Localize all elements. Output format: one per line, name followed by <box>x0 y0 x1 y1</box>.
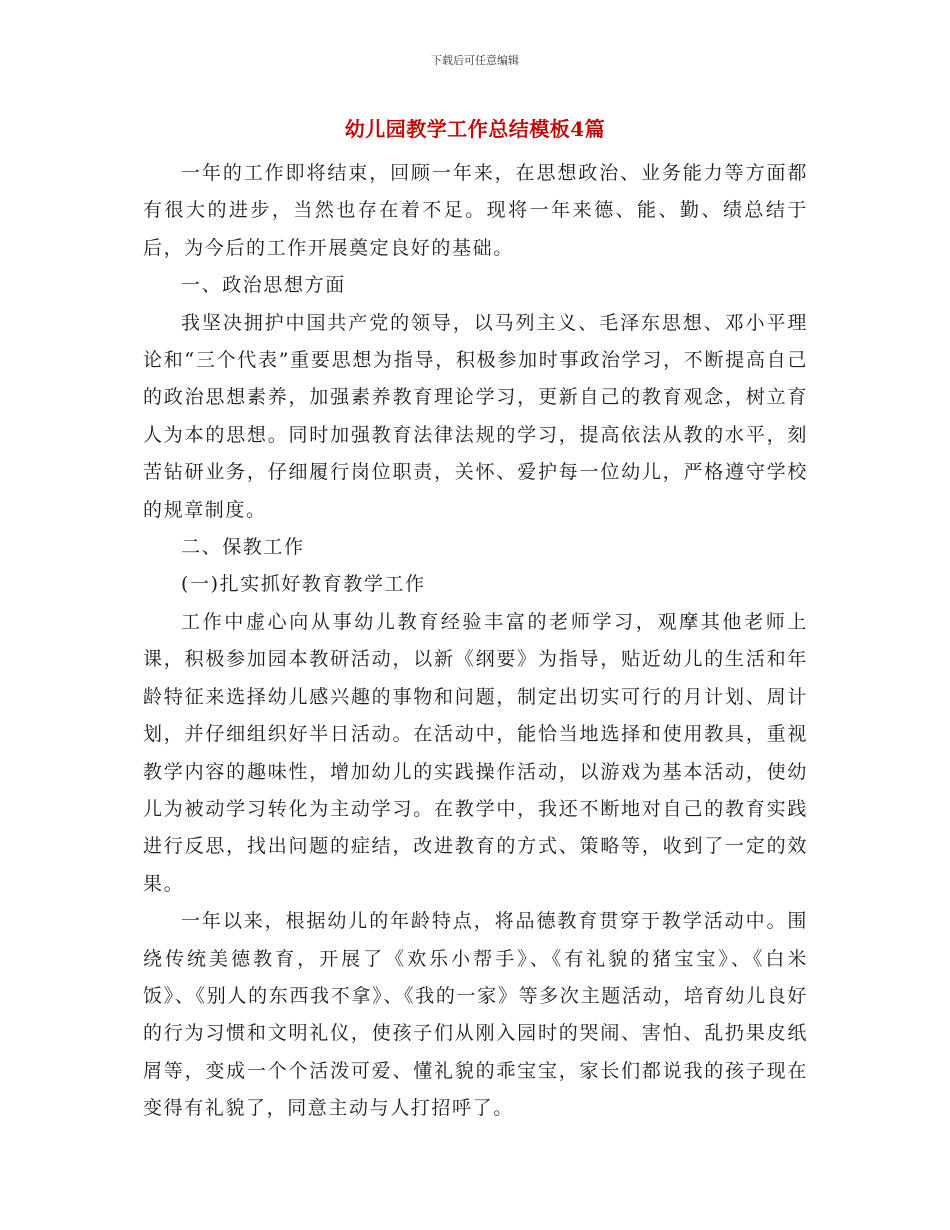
intro-paragraph: 一年的工作即将结束，回顾一年来，在思想政治、业务能力等方面都有很大的进步，当然也存在着不足。现将一年来德、能、勤、绩总结于后，为今后的工作开展奠定良好的基础。 <box>143 162 808 259</box>
moral-education-paragraph: 一年以来，根据幼儿的年龄特点，将品德教育贯穿于教学活动中。围绕传统美德教育，开展了《欢乐小帮手》、《有礼貌的猪宝宝》、《白米饭》、《别人的东西我不拿》、《我的一家》等多次主题活动，培育幼儿良好的行为习惯和文明礼仪，使孩子们从刚入园时的哭闹、害怕、乱扔果皮纸屑等，变成一个个活泼可爱、懂礼貌的乖宝宝，家长们都说我的孩子现在变得有礼貌了，同意主动与人打招呼了。 <box>143 910 808 1120</box>
teaching-paragraph: 工作中虚心向从事幼儿教育经验丰富的老师学习，观摩其他老师上课，积极参加园本教研活动，以新《纲要》为指导，贴近幼儿的生活和年龄特征来选择幼儿感兴趣的事物和问题，制定出切实可行的月计划、周计划，并仔细组织好半日活动。在活动中，能恰当地选择和使用教具，重视教学内容的趣味性，增加幼儿的实践操作活动，以游戏为基本活动，使幼儿为被动学习转化为主动学习。在教学中，我还不断地对自己的教育实践进行反思，找出问题的症结，改进教育的方式、策略等，收到了一定的效果。 <box>143 610 808 895</box>
subsection-heading-teaching: (一)扎实抓好教育教学工作 <box>181 573 426 596</box>
section-heading-care-education: 二、保教工作 <box>181 536 305 559</box>
political-paragraph: 我坚决拥护中国共产党的领导，以马列主义、毛泽东思想、邓小平理论和“三个代表”重要思想为指导，积极参加时事政治学习，不断提高自己的政治思想素养，加强素养教育理论学习，更新自己的教育观念，树立育人为本的思想。同时加强教育法律法规的学习，提高依法从教的水平，刻苦钻研业务，仔细履行岗位职责，关怀、爱护每一位幼儿，严格遵守学校的规章制度。 <box>143 311 808 521</box>
section-heading-political: 一、政治思想方面 <box>181 274 346 297</box>
header-note: 下载后可任意编辑 <box>431 54 519 67</box>
document-title: 幼儿园教学工作总结模板4篇 <box>344 117 606 141</box>
document-body <box>143 155 808 1128</box>
